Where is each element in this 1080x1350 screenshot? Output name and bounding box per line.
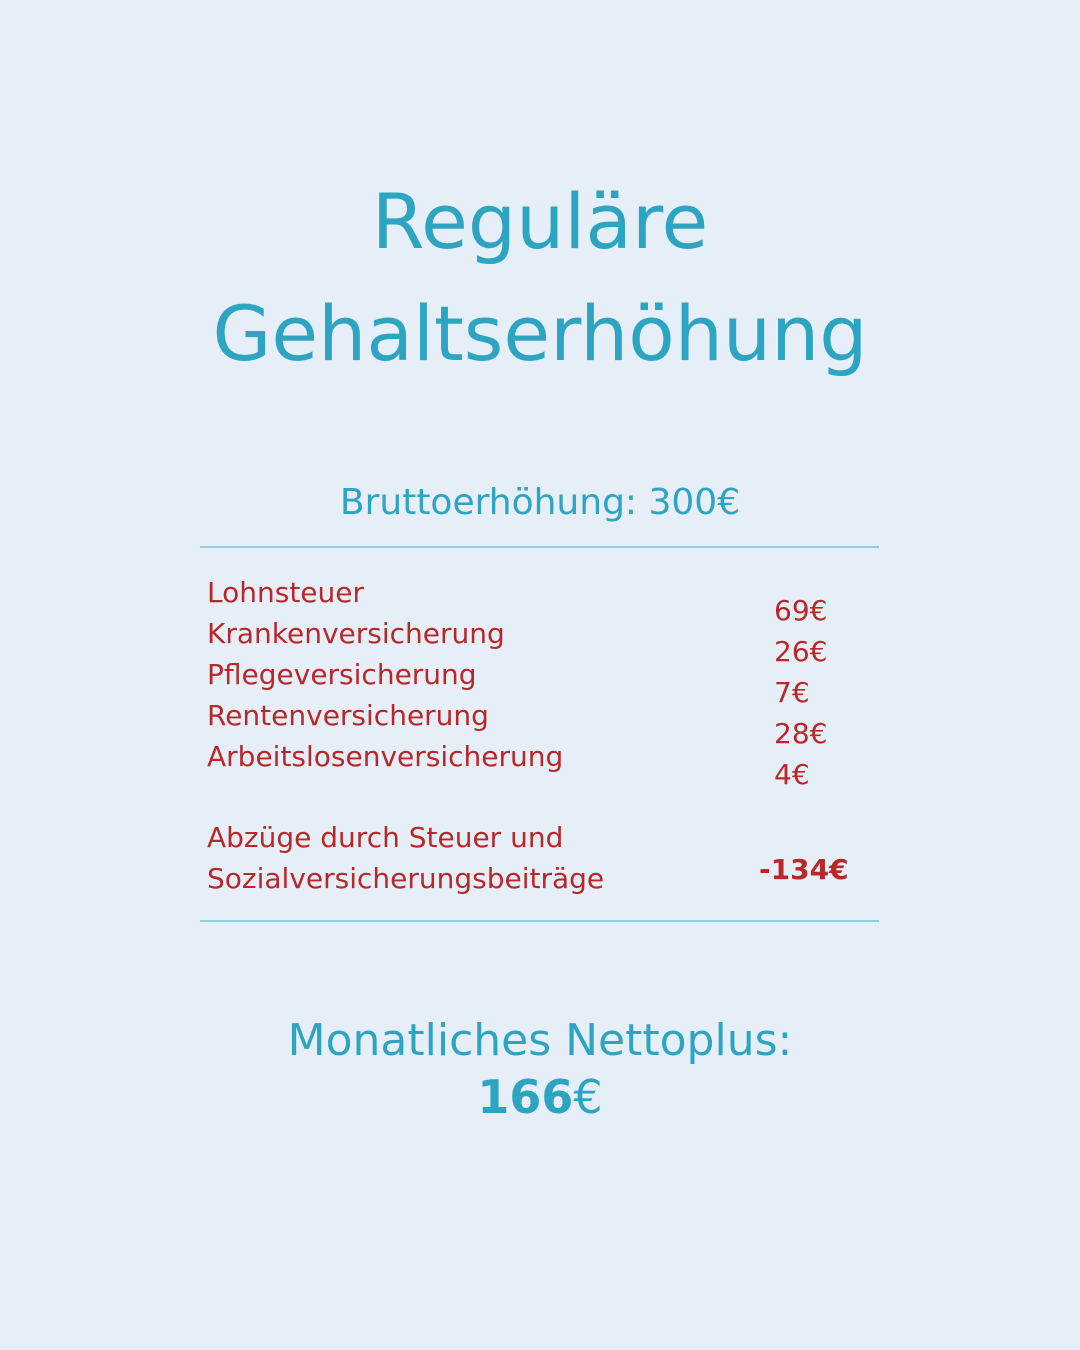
divider-top: [200, 546, 879, 548]
deduction-total-label: [207, 817, 604, 899]
deduction-total-value: -134€: [759, 853, 849, 886]
page-title-line1: Reguläre: [371, 177, 709, 266]
deduction-label-krankenversicherung: Krankenversicherung: [207, 617, 505, 650]
deduction-value-arbeitslosenversicherung: 4€: [774, 758, 810, 791]
deduction-total-label-line2: Sozialversicherungsbeiträge: [207, 862, 605, 895]
deduction-labels: [207, 572, 563, 777]
gross-increase: Bruttoerhöhung: 300€: [339, 482, 741, 523]
net-plus-number: 166: [477, 1070, 574, 1124]
deduction-value-krankenversicherung: 26€: [774, 635, 828, 668]
page-title-line2: Gehaltserhöhung: [212, 289, 868, 378]
deduction-value-lohnsteuer: 69€: [774, 594, 828, 627]
deduction-label-lohnsteuer: Lohnsteuer: [207, 576, 365, 609]
deduction-value-pflegeversicherung: 7€: [774, 676, 810, 709]
deduction-value-rentenversicherung: 28€: [774, 717, 828, 750]
deduction-values: [774, 590, 827, 795]
net-plus-currency: €: [573, 1070, 603, 1124]
net-plus-label: Monatliches Nettoplus:: [287, 1015, 793, 1066]
net-plus-value: [0, 1068, 1080, 1126]
divider-bottom: [200, 920, 879, 922]
deduction-total-label-line1: Abzüge durch Steuer und: [207, 821, 564, 854]
page-title: [0, 166, 1080, 390]
deduction-label-pflegeversicherung: Pflegeversicherung: [207, 658, 477, 691]
deduction-label-arbeitslosenversicherung: Arbeitslosenversicherung: [207, 740, 564, 773]
deduction-label-rentenversicherung: Rentenversicherung: [207, 699, 489, 732]
